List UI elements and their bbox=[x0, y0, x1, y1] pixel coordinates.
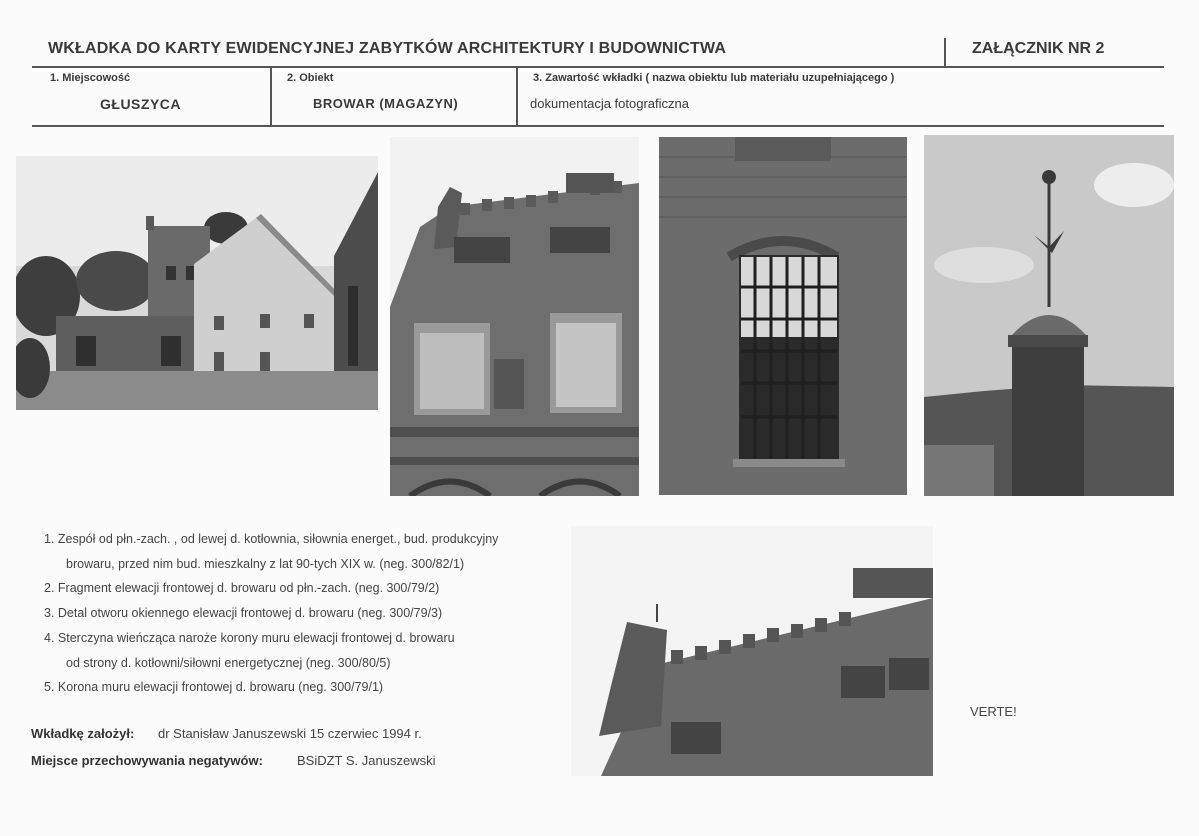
corner-pinnacle-photo bbox=[924, 135, 1174, 496]
caption-1: 1. Zespół od płn.-zach. , od lewej d. kotłownia, siłownia energet., bud. produkcyjny bbox=[44, 532, 499, 546]
field-value-object: BROWAR (MAGAZYN) bbox=[313, 96, 459, 111]
caption-4: 4. Sterczyna wieńcząca naroże korony muru elewacji frontowej d. browaru bbox=[44, 630, 455, 645]
document-title: WKŁADKA DO KARTY EWIDENCYJNEJ ZABYTKÓW ARCHITEKTURY I BUDOWNICTWA bbox=[48, 40, 727, 57]
header-rule bbox=[32, 66, 1164, 68]
brewery-complex-photo bbox=[16, 156, 378, 410]
wall-crown-photo bbox=[571, 526, 933, 776]
field-divider-2 bbox=[516, 67, 518, 125]
field-value-locality: GŁUSZYCA bbox=[100, 96, 181, 112]
field-value-content: dokumentacja fotograficzna bbox=[530, 96, 689, 111]
caption-3: 3. Detal otworu okiennego elewacji frontowej d. browaru (neg. 300/79/3) bbox=[44, 606, 443, 621]
field-label-content: 3. Zawartość wkładki ( nazwa obiektu lub materiału uzupełniającego ) bbox=[533, 72, 895, 84]
author-label: Wkładkę założył: bbox=[31, 726, 135, 741]
photo-captions bbox=[44, 527, 564, 700]
field-label-locality: 1. Miejscowość bbox=[50, 72, 131, 84]
field-label-object: 2. Obiekt bbox=[287, 72, 334, 84]
caption-2: 2. Fragment elewacji frontowej d. browaru od płn.-zach. (neg. 300/79/2) bbox=[44, 581, 440, 596]
storage-value: BSiDZT S. Januszewski bbox=[297, 753, 436, 768]
fields-rule bbox=[32, 125, 1164, 127]
field-divider-1 bbox=[270, 67, 272, 125]
annex-number: ZAŁĄCZNIK NR 2 bbox=[972, 40, 1105, 57]
storage-label: Miejsce przechowywania negatywów: bbox=[31, 753, 263, 768]
caption-1-continued: browaru, przed nim bud. mieszkalny z lat 90-tych XIX w. (neg. 300/82/1) bbox=[66, 556, 465, 571]
caption-5: 5. Korona muru elewacji frontowej d. browaru (neg. 300/79/1) bbox=[44, 680, 384, 695]
facade-fragment-photo bbox=[390, 137, 639, 496]
author-value: dr Stanisław Januszewski 15 czerwiec 1994 r. bbox=[158, 726, 422, 741]
verte-note: VERTE! bbox=[970, 704, 1017, 719]
window-detail-photo bbox=[659, 137, 907, 495]
header-divider bbox=[944, 38, 946, 66]
caption-4-continued: od strony d. kotłowni/siłowni energetycznej (neg. 300/80/5) bbox=[66, 655, 391, 670]
